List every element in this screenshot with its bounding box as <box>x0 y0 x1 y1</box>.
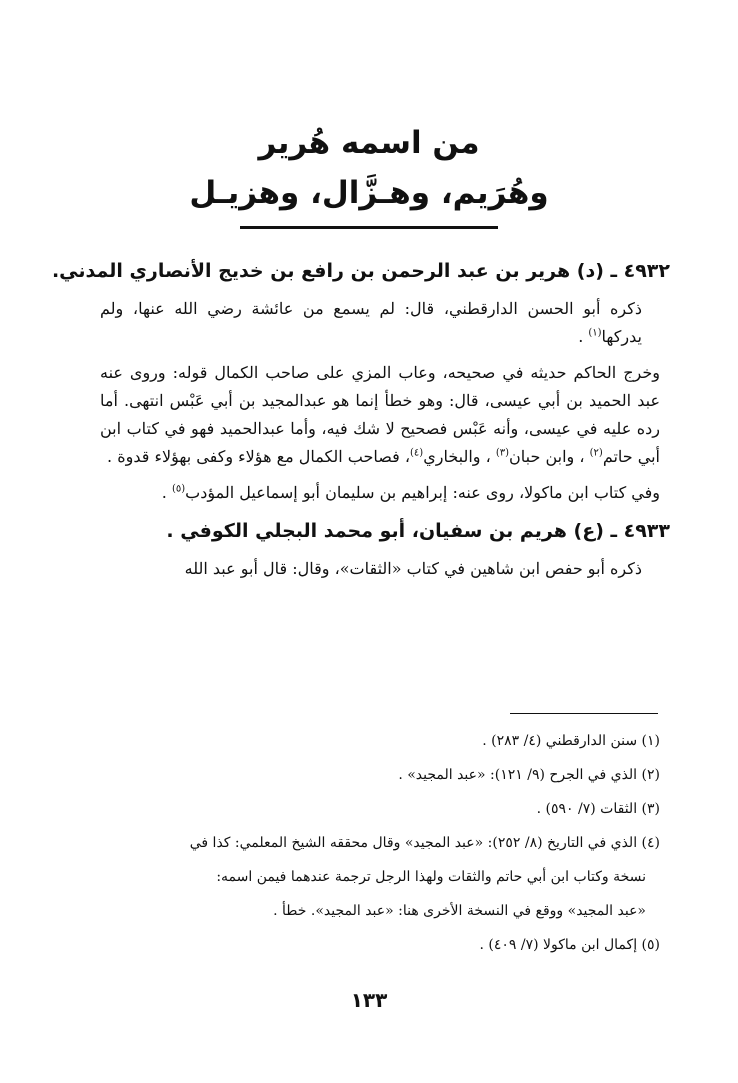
entry-4933-heading: ٤٩٣٣ ـ (ع) هريم بن سفيان، أبو محمد البجلي الكوفي . <box>166 520 670 542</box>
footnotes <box>100 724 660 962</box>
footnote-5: (٥) إكمال ابن ماكولا (٧/ ٤٠٩) . <box>479 937 660 953</box>
footnote-4-continued: نسخة وكتاب ابن أبي حاتم والثقات ولهذا الرجل ترجمة عندهما فيمن اسمه: <box>216 869 646 885</box>
entry-4933-paragraph-1: ذكره أبو حفص ابن شاهين في كتاب «الثقات»، وقال: قال أبو عبد الله <box>184 559 642 578</box>
footnote-divider <box>510 713 658 714</box>
entry-4932-heading: ٤٩٣٢ ـ (د) هرير بن عبد الرحمن بن رافع بن خديج الأنصاري المدني. <box>51 260 670 282</box>
footnote-ref-5: (٥) <box>171 483 186 495</box>
heading-line-2: وهُرَيم، وهـزَّال، وهزيـل <box>189 175 549 211</box>
heading-line-1: من اسمه هُرير <box>258 125 480 161</box>
footnote-4: (٤) الذي في التاريخ (٨/ ٢٥٢): «عبد المجيد» وقال محققه الشيخ المعلمي: كذا في <box>189 835 660 851</box>
footnote-4-continued-2: «عبد المجيد» ووقع في النسخة الأخرى هنا: «عبد المجيد». خطأ . <box>273 903 646 919</box>
footnote-3: (٣) الثقات (٧/ ٥٩٠) . <box>536 801 660 817</box>
chapter-heading <box>0 118 738 229</box>
footnote-2: (٢) الذي في الجرح (٩/ ١٢١): «عبد المجيد» . <box>398 767 660 783</box>
footnote-ref-2: (٢) <box>589 447 603 459</box>
main-text <box>51 255 670 583</box>
footnote-ref-4: (٤) <box>410 447 424 459</box>
heading-divider <box>240 226 498 229</box>
page-number: ١٣٣ <box>350 988 388 1012</box>
footnote-ref-3: (٣) <box>495 447 510 459</box>
footnote-1: (١) سنن الدارقطني (٤/ ٢٨٣) . <box>482 733 660 749</box>
entry-4932-paragraph-2: وخرج الحاكم حديثه في صحيحه، وعاب المزي على صاحب الكمال قوله: وروى عنه عبد الحميد بن أبي عيسى، قال: وهو خطأ إنما هو عبدالمجيد بن أبي عَبْس انتهى. أما رده عليه في عيسى، وأنه عَبْس فصحيح لا شك فيه، وأما عبدالحميد فهو في كتاب ابن أبي حاتم$^{(٢)}$ ، وابن حبان$^{(٣)}$ ، والبخاري$^{(٤)}$، فصاحب الكمال مع هؤلاء وكفى بهؤلاء قدوة . <box>100 363 660 466</box>
entry-4932-paragraph-1: ذكره أبو الحسن الدارقطني، قال: لم يسمع من عائشة رضي الله عنها، ولم يدركها$^{(١)}$ . <box>100 299 642 346</box>
footnote-ref-1: (١) <box>588 327 602 339</box>
entry-4932-paragraph-3: وفي كتاب ابن ماكولا، روى عنه: إبراهيم بن سليمان أبو إسماعيل المؤدب$^{(٥)}$ . <box>161 483 660 502</box>
